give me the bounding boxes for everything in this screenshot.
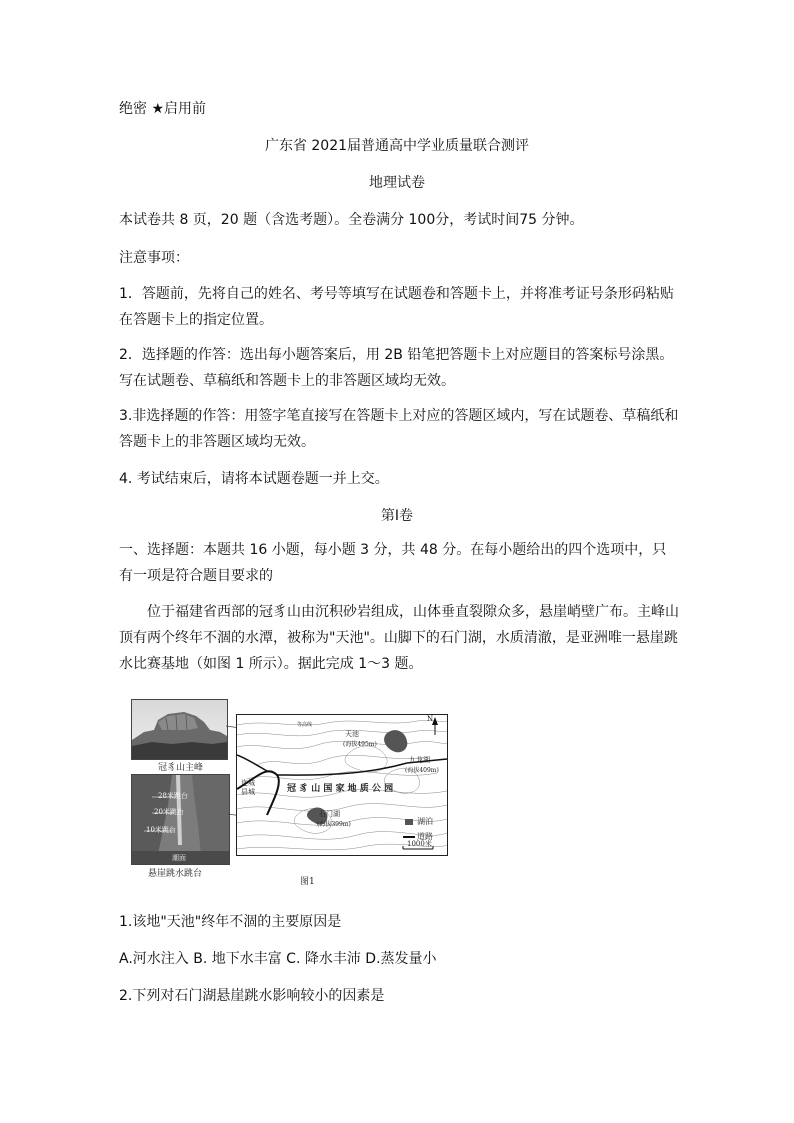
- platform-28-label: 28米跳台: [158, 792, 188, 800]
- exam-title: 广东省 2021届普通高中学业质量联合测评: [264, 138, 530, 154]
- main-peak-caption: 冠豸山主峰: [158, 763, 204, 773]
- jiulonghu-label: 九龙湖: [409, 756, 430, 764]
- legend-lake: 湖泊: [417, 817, 433, 826]
- tianchi-label: 天池: [345, 730, 359, 738]
- passage-text: 位于福建省西部的冠豸山由沉积砂岩组成，山体垂直裂隙众多，悬崖峭壁广布。主峰山顶有两个终年不涸的水潭，被称为"天池"。山脚下的石门湖，水质清澈，是亚洲唯一悬崖跳水比赛基地（如图 1 所示）。据此完成 1～3 题。: [119, 604, 679, 672]
- scale-label: 1000米: [407, 840, 432, 848]
- shimenhu-altitude: (海拔399m): [317, 821, 351, 828]
- note-3: 3.非选择题的作答：用签字笔直接写在答题卡上对应的答题区域内，写在试题卷、草稿纸和答题卡上的非答题区域均无效。: [119, 408, 679, 450]
- contour-label: 等高线: [297, 722, 313, 728]
- geopark-label: 冠 豸 山 国 家 地 质 公 园: [287, 784, 394, 794]
- note-4: 4. 考试结束后，请将本试题卷题一并上交。: [119, 471, 389, 487]
- north-label: N: [427, 715, 434, 723]
- note-1: 1．答题前，先将自己的姓名、考号等填写在试题卷和答题卡上，并将准考证号条形码粘贴在答题卡上的指定位置。: [119, 286, 674, 328]
- legend-road: 道路: [417, 832, 433, 841]
- tianchi-altitude: (海拔495m): [343, 741, 377, 748]
- question-1-options: A.河水注入 B. 地下水丰富 C. 降水丰沛 D.蒸发量小: [119, 951, 437, 967]
- question-1: 1.该地"天池"终年不涸的主要原因是: [119, 914, 342, 930]
- notes-heading: 注意事项：: [119, 250, 189, 266]
- figure-label: 图1: [300, 877, 315, 887]
- shimenhu-label: 石门湖: [319, 810, 340, 818]
- figure-1: [128, 696, 448, 886]
- city-label: 连城县城: [241, 779, 255, 796]
- secret-label: 绝密 ★启用前: [119, 101, 207, 117]
- part1-heading: 一、选择题：本题共 16 小题，每小题 3 分，共 48 分。在每小题给出的四个选项中，只有一项是符合题目要求的: [119, 542, 667, 584]
- platform-20-label: 20米跳台: [154, 808, 184, 816]
- diving-platform-caption: 悬崖跳水跳台: [148, 869, 203, 879]
- platform-10-label: 10米跳台: [146, 826, 176, 834]
- jiulonghu-altitude: (海拔409m): [405, 767, 439, 774]
- subject-title: 地理试卷: [369, 175, 425, 191]
- question-2: 2.下列对石门湖悬崖跳水影响较小的因素是: [119, 988, 385, 1004]
- topo-map: [236, 714, 448, 856]
- note-2: 2．选择题的作答：选出每小题答案后，用 2B 铅笔把答题卡上对应题目的答案标号涂黑。写在试题卷、草稿纸和答题卡上的非答题区域均无效。: [119, 347, 674, 389]
- exam-info: 本试卷共 8 页，20 题（含选考题）。全卷满分 100分，考试时间75 分钟。: [119, 212, 584, 228]
- volume-heading: 第Ⅰ卷: [380, 508, 414, 524]
- pool-label: 潮面: [172, 854, 186, 862]
